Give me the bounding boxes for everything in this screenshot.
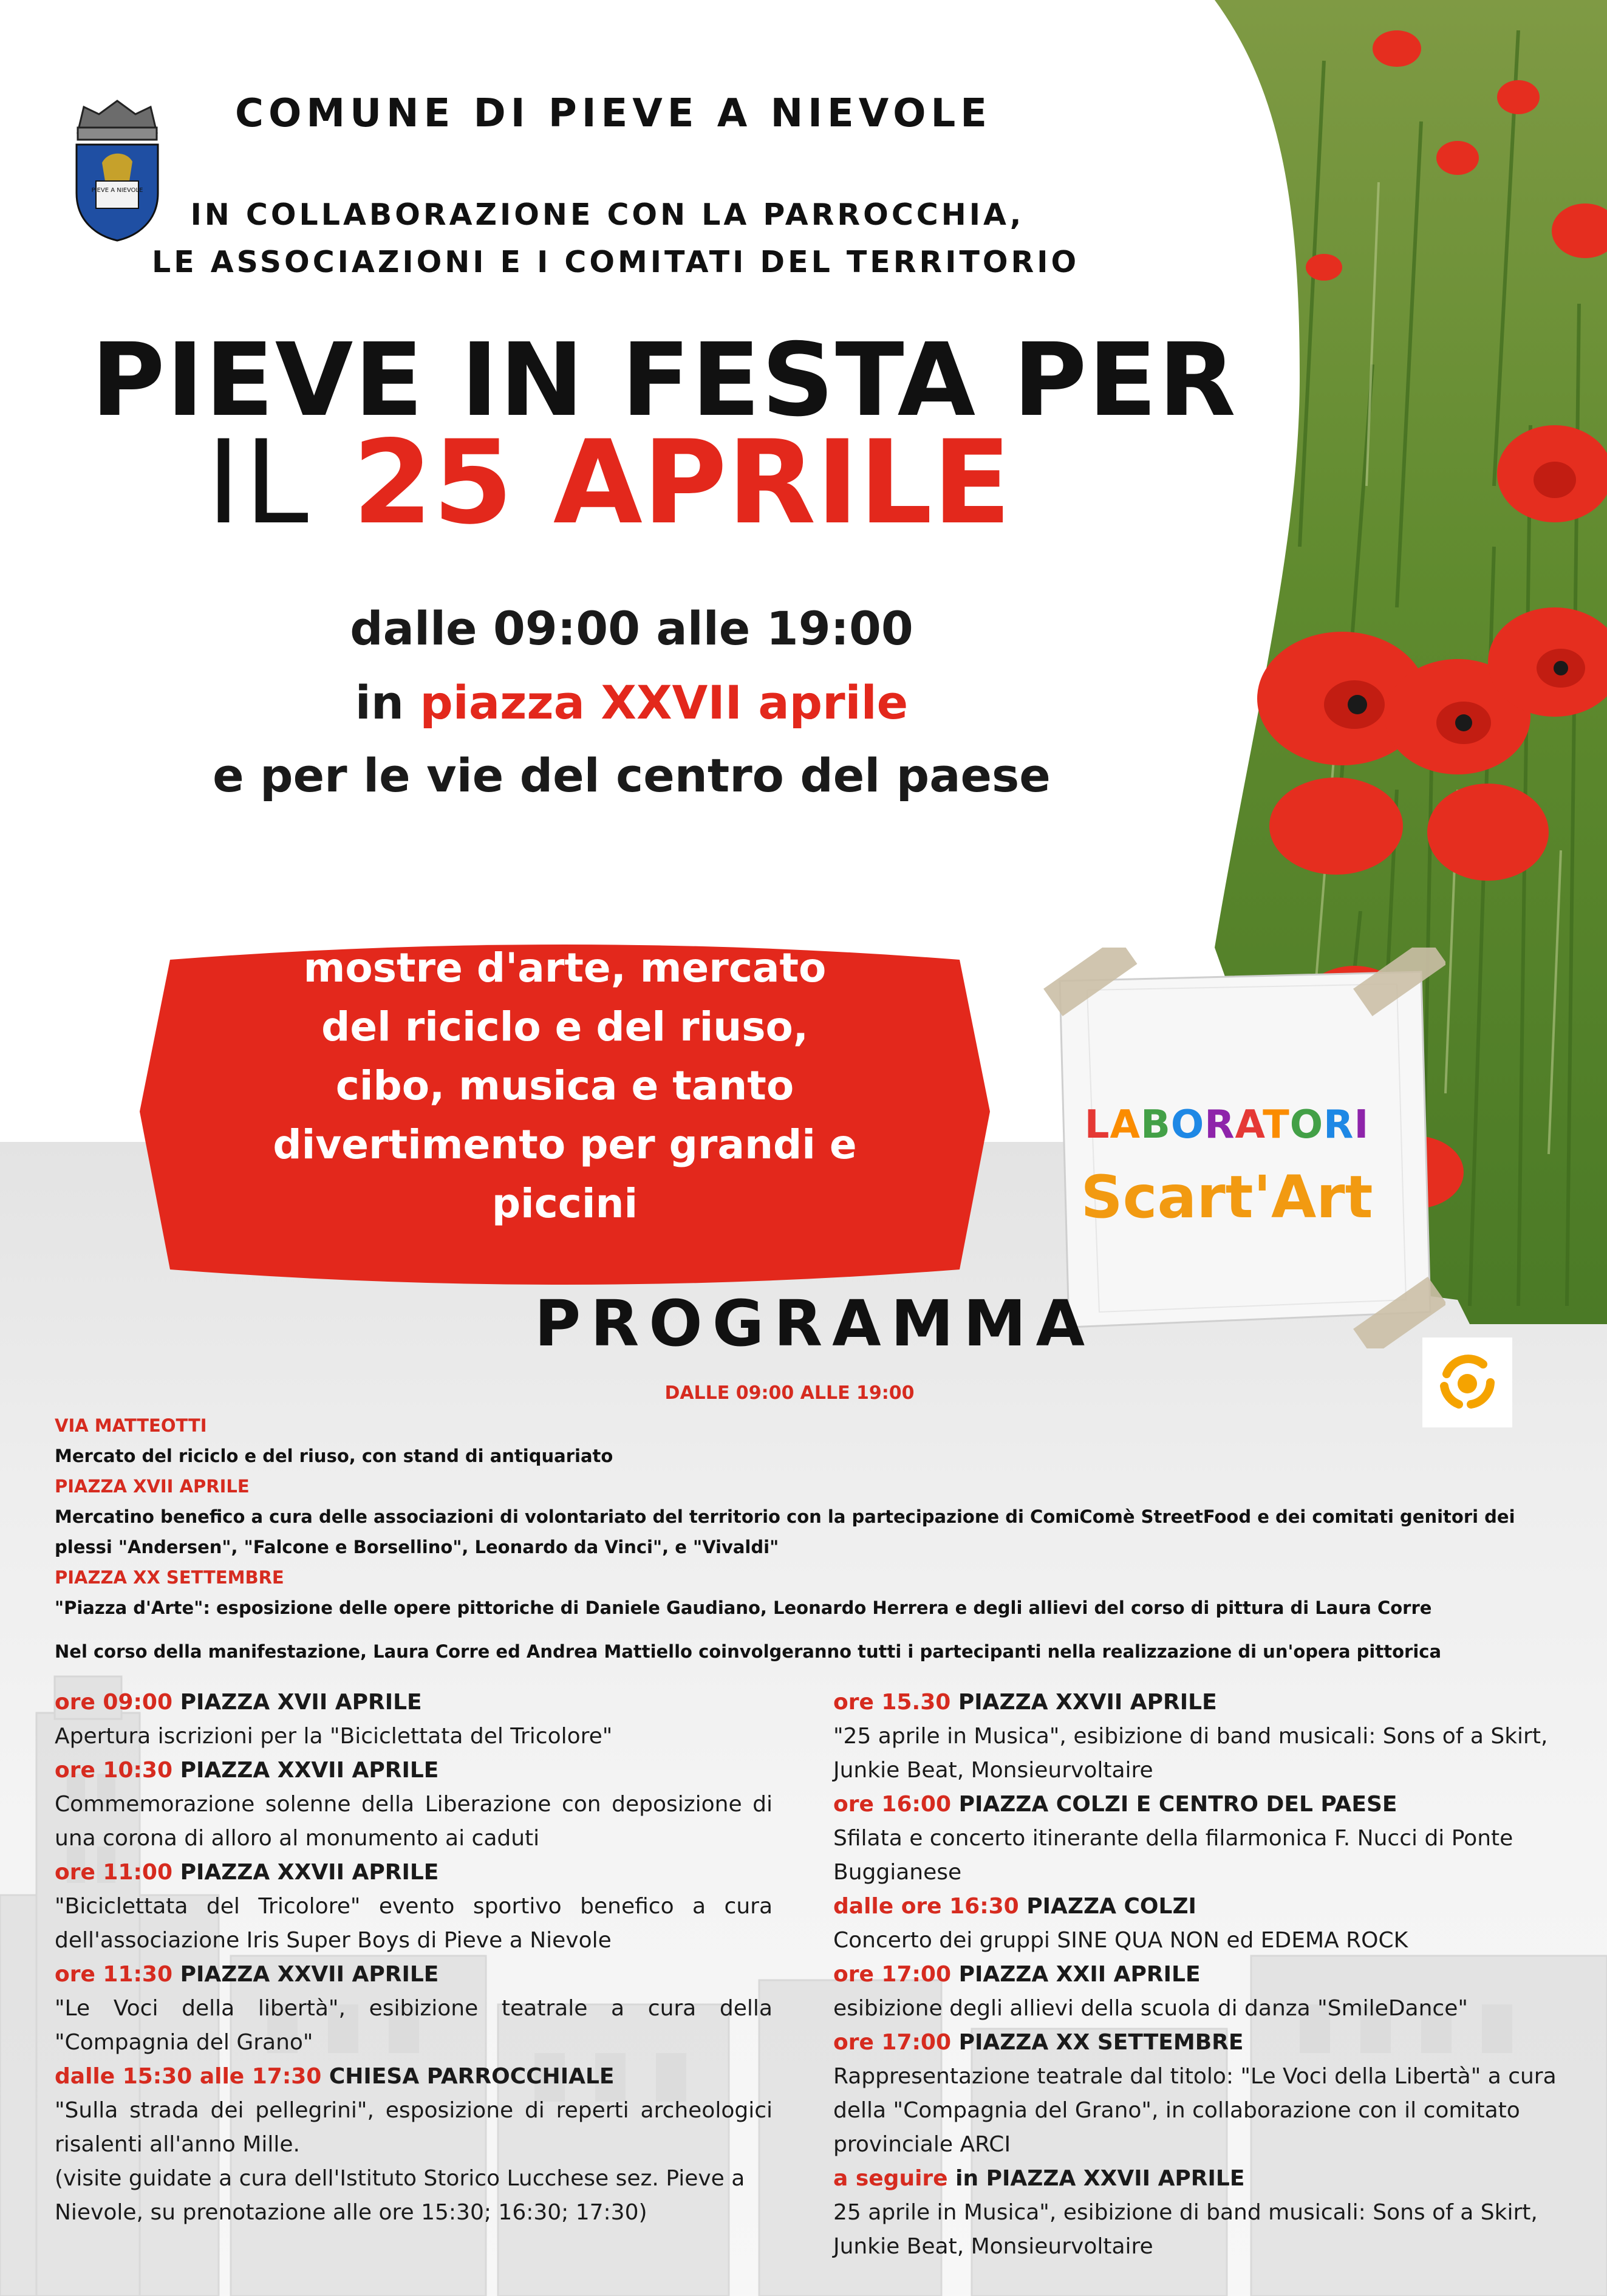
event-time: a seguire: [833, 2166, 948, 2191]
collaboration-line-1: IN COLLABORAZIONE CON LA PARROCCHIA,: [190, 197, 1025, 232]
event-description: Concerto dei gruppi SINE QUA NON ed EDEMA ROCK: [833, 1928, 1408, 1953]
event-description: "25 aprile in Musica", esibizione di band musicali: Sons of a Skirt, Junkie Beat, Monsieurvoltaire: [833, 1724, 1548, 1783]
event-place: PIAZZA COLZI: [1018, 1894, 1196, 1919]
banner-line: del riciclo e del riuso,: [321, 1003, 808, 1050]
title-date: 25 APRILE: [352, 415, 1012, 550]
intro-note: Nel corso della manifestazione, Laura Corre ed Andrea Mattiello coinvolgeranno tutti i partecipanti nella realizzazione di un'opera pittorica: [55, 1641, 1442, 1662]
event-description: "Le Voci della libertà", esibizione teatrale a cura della "Compagnia del Grano": [55, 1996, 773, 2055]
event-description: "Sulla strada dei pellegrini", esposizione di reperti archeologici risalenti all'anno Mille.: [55, 2098, 773, 2157]
intro-location: VIA MATTEOTTI: [55, 1415, 207, 1436]
event-streets: e per le vie del centro del paese: [213, 748, 1051, 802]
event-place: PIAZZA XXVII APRILE: [950, 1690, 1217, 1715]
event-heading: [833, 1890, 1562, 1924]
event-time: ore 11:30: [55, 1962, 173, 1987]
program-left-column: [55, 1686, 773, 2230]
banner-line: piccini: [491, 1180, 638, 1227]
scart-art-label: Scart'Art: [1080, 1163, 1373, 1231]
event-description: "Biciclettata del Tricolore" evento sportivo benefico a cura dell'associazione Iris Super Boys di Pieve a Nievole: [55, 1894, 773, 1953]
collaboration-line-2: LE ASSOCIAZIONI E I COMITATI DEL TERRITORIO: [152, 245, 1080, 279]
event-heading: [55, 1754, 773, 1788]
event-heading: [55, 2060, 773, 2094]
event-place: PIAZZA XVII APRILE: [172, 1690, 422, 1715]
event-time: ore 11:00: [55, 1860, 173, 1885]
intro-spacer: [55, 1623, 1555, 1636]
event-place: PIAZZA XXVII APRILE: [172, 1962, 439, 1987]
laboratori-letter: T: [1263, 1102, 1290, 1147]
laboratori-label: [1057, 1102, 1397, 1147]
event-time: ore 17:00: [833, 1962, 952, 1987]
comune-title: COMUNE DI PIEVE A NIEVOLE: [235, 91, 992, 136]
event-time: dalle ore 16:30: [833, 1894, 1019, 1919]
intro-text: Mercato del riciclo e del riuso, con stand di antiquariato: [55, 1446, 613, 1466]
laboratori-letter: R: [1323, 1102, 1354, 1147]
event-location-place: piazza XXVII aprile: [420, 675, 909, 729]
event-place: CHIESA PARROCCHIALE: [321, 2064, 615, 2089]
laboratori-letter: I: [1354, 1102, 1370, 1147]
event-time: ore 17:00: [833, 2030, 952, 2055]
event-heading: [833, 1958, 1562, 1992]
event-heading: [833, 1788, 1562, 1822]
program-right-column: [833, 1686, 1562, 2264]
event-time: ore 16:00: [833, 1792, 952, 1817]
laboratori-letter: A: [1110, 1102, 1141, 1147]
event-time: ore 15.30: [833, 1690, 951, 1715]
laboratori-letter: B: [1141, 1102, 1171, 1147]
event-heading: [55, 1958, 773, 1992]
municipality-crest-icon: [72, 90, 163, 242]
banner-line: mostre d'arte, mercato: [303, 945, 827, 991]
laboratori-letter: O: [1289, 1102, 1324, 1147]
event-extra: (visite guidate a cura dell'Istituto Storico Lucchese sez. Pieve a Nievole, su prenotazione alle ore 15:30; 16:30; 17:30): [55, 2166, 745, 2225]
event-hours: dalle 09:00 alle 19:00: [350, 601, 913, 655]
event-description: Sfilata e concerto itinerante della filarmonica F. Nucci di Ponte Buggianese: [833, 1826, 1513, 1885]
intro-location: PIAZZA XX SETTEMBRE: [55, 1567, 284, 1588]
event-place: PIAZZA COLZI E CENTRO DEL PAESE: [951, 1792, 1397, 1817]
event-time: ore 10:30: [55, 1758, 173, 1783]
banner-line: divertimento per grandi e: [273, 1121, 857, 1168]
event-heading: [833, 2026, 1562, 2060]
event-place: PIAZZA XX SETTEMBRE: [951, 2030, 1244, 2055]
laboratori-letter: A: [1235, 1102, 1263, 1147]
banner-line: cibo, musica e tanto: [335, 1062, 794, 1109]
intro-text: "Piazza d'Arte": esposizione delle opere pittoriche di Daniele Gaudiano, Leonardo Herrera e degli allievi del corso di pittura di Laura Corre: [55, 1597, 1432, 1618]
event-description: Apertura iscrizioni per la "Biciclettata del Tricolore": [55, 1724, 613, 1749]
event-heading: [55, 1686, 773, 1720]
event-place: PIAZZA XXVII APRILE: [172, 1758, 439, 1783]
program-intro: [55, 1410, 1555, 1667]
event-time: ore 09:00: [55, 1690, 173, 1715]
event-heading: [55, 1856, 773, 1890]
event-place: PIAZZA XXVII APRILE: [986, 2166, 1245, 2191]
title-prefix: IL: [206, 415, 353, 550]
banner-activities: [200, 938, 929, 1233]
program-subtitle: DALLE 09:00 ALLE 19:00: [664, 1382, 915, 1404]
event-title-line-1: PIEVE IN FESTA PER: [91, 322, 1237, 439]
program-title: PROGRAMMA: [534, 1286, 1095, 1361]
event-place-connector: in: [947, 2166, 986, 2191]
event-description: esibizione degli allievi della scuola di danza "SmileDance": [833, 1996, 1468, 2021]
event-description: 25 aprile in Musica", esibizione di band musicali: Sons of a Skirt, Junkie Beat, Monsieurvoltaire: [833, 2200, 1538, 2259]
intro-location: PIAZZA XVII APRILE: [55, 1476, 250, 1497]
event-title-line-2: [206, 415, 1012, 550]
event-description: Rappresentazione teatrale dal titolo: "Le Voci della Libertà" a cura della "Compagnia del Grano", in collaborazione con il comitato provinciale ARCI: [833, 2064, 1557, 2157]
laboratori-letter: R: [1204, 1102, 1235, 1147]
laboratori-letter: L: [1084, 1102, 1110, 1147]
intro-text: Mercatino benefico a cura delle associazioni di volontariato del territorio con la partecipazione di ComiComè StreetFood e dei comitati genitori dei plessi "Andersen", "Falcone e Borsellino", Leonardo da Vinci", e "Vivaldi": [55, 1506, 1515, 1557]
event-description: Commemorazione solenne della Liberazione con deposizione di una corona di alloro al monumento ai caduti: [55, 1792, 773, 1851]
event-time: dalle 15:30 alle 17:30: [55, 2064, 322, 2089]
event-place: PIAZZA XXVII APRILE: [172, 1860, 439, 1885]
event-location-prefix: in: [355, 675, 420, 729]
event-place: PIAZZA XXII APRILE: [951, 1962, 1201, 1987]
event-heading: [833, 1686, 1562, 1720]
event-heading: [833, 2162, 1562, 2196]
event-location: [91, 675, 1172, 729]
crest-text: PIEVE A NIEVOLE: [91, 187, 143, 194]
laboratori-letter: O: [1170, 1102, 1205, 1147]
